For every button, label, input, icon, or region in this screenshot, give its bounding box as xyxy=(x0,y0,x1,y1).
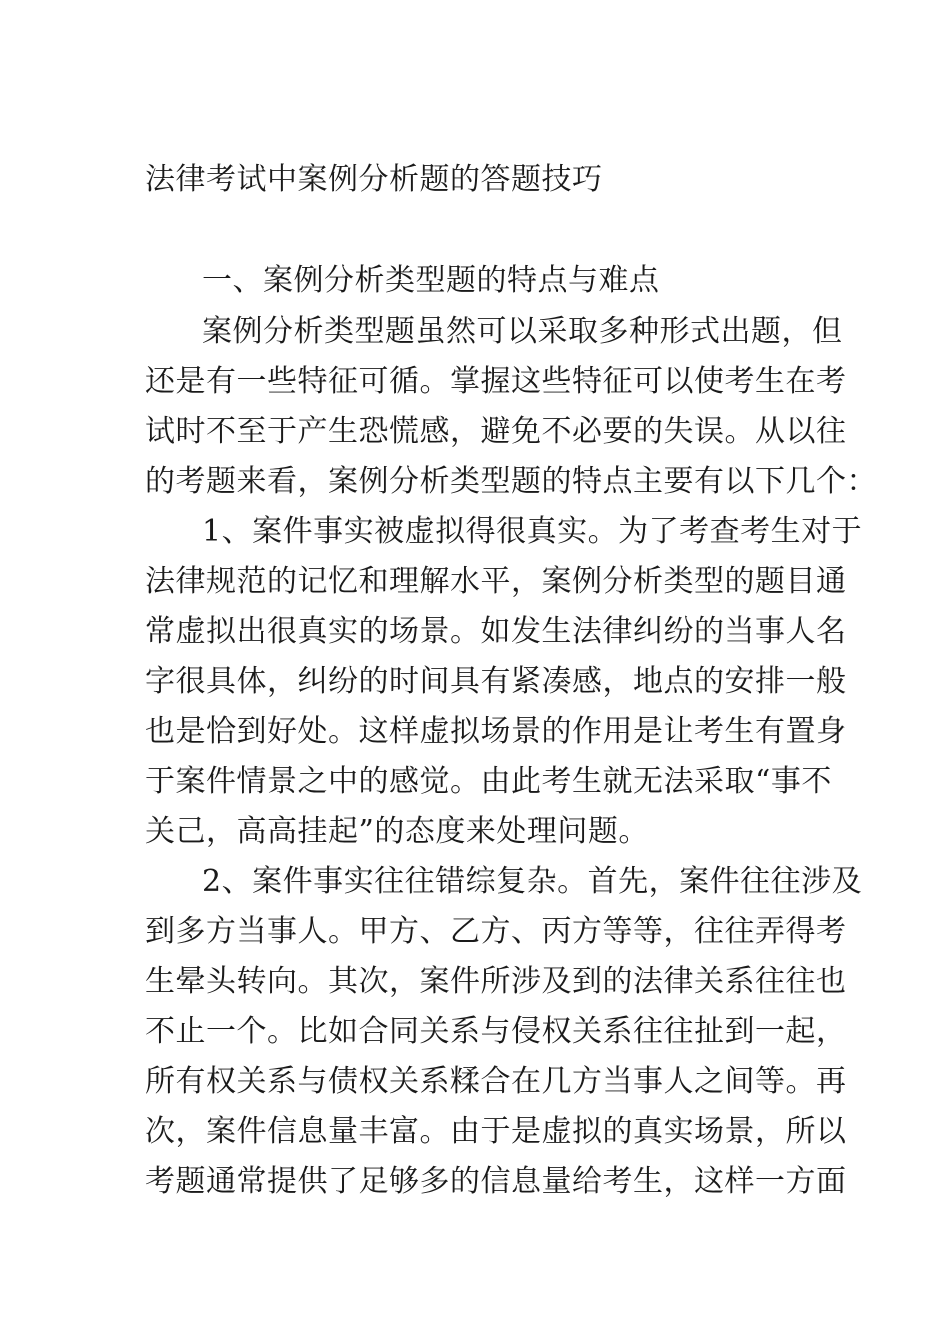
paragraph-line: 考题通常提供了足够多的信息量给考生，这样一方面 xyxy=(145,1164,847,1199)
paragraph-line: 1、案件事实被虚拟得很真实。为了考查考生对于 xyxy=(202,514,863,549)
paragraph-line: 于案件情景之中的感觉。由此考生就无法采取“事不 xyxy=(145,764,832,799)
paragraph-line: 2、案件事实往往错综复杂。首先，案件往往涉及 xyxy=(202,864,863,899)
paragraph-line: 案例分析类型题虽然可以采取多种形式出题，但 xyxy=(202,314,843,349)
paragraph-line: 所有权关系与债权关系糅合在几方当事人之间等。再 xyxy=(145,1064,847,1099)
paragraph-line: 也是恰到好处。这样虚拟场景的作用是让考生有置身 xyxy=(145,714,847,749)
document-title: 法律考试中案例分析题的答题技巧 xyxy=(145,162,603,197)
paragraph-line: 次，案件信息量丰富。由于是虚拟的真实场景，所以 xyxy=(145,1114,847,1149)
section-heading: 一、案例分析类型题的特点与难点 xyxy=(202,263,660,298)
paragraph-line: 到多方当事人。甲方、乙方、丙方等等，往往弄得考 xyxy=(145,914,847,949)
paragraph-line: 字很具体，纠纷的时间具有紧凑感，地点的安排一般 xyxy=(145,664,847,699)
paragraph-line: 生晕头转向。其次，案件所涉及到的法律关系往往也 xyxy=(145,964,847,999)
paragraph-line: 试时不至于产生恐慌感，避免不必要的失误。从以往 xyxy=(145,414,847,449)
paragraph-line: 不止一个。比如合同关系与侵权关系往往扯到一起， xyxy=(145,1014,847,1049)
paragraph-line: 常虚拟出很真实的场景。如发生法律纠纷的当事人名 xyxy=(145,614,847,649)
paragraph-line: 法律规范的记忆和理解水平，案例分析类型的题目通 xyxy=(145,564,847,599)
paragraph-line: 关己，高高挂起”的态度来处理问题。 xyxy=(145,814,649,849)
paragraph-line: 的考题来看，案例分析类型题的特点主要有以下几个： xyxy=(145,464,877,499)
paragraph-line: 还是有一些特征可循。掌握这些特征可以使考生在考 xyxy=(145,364,847,399)
